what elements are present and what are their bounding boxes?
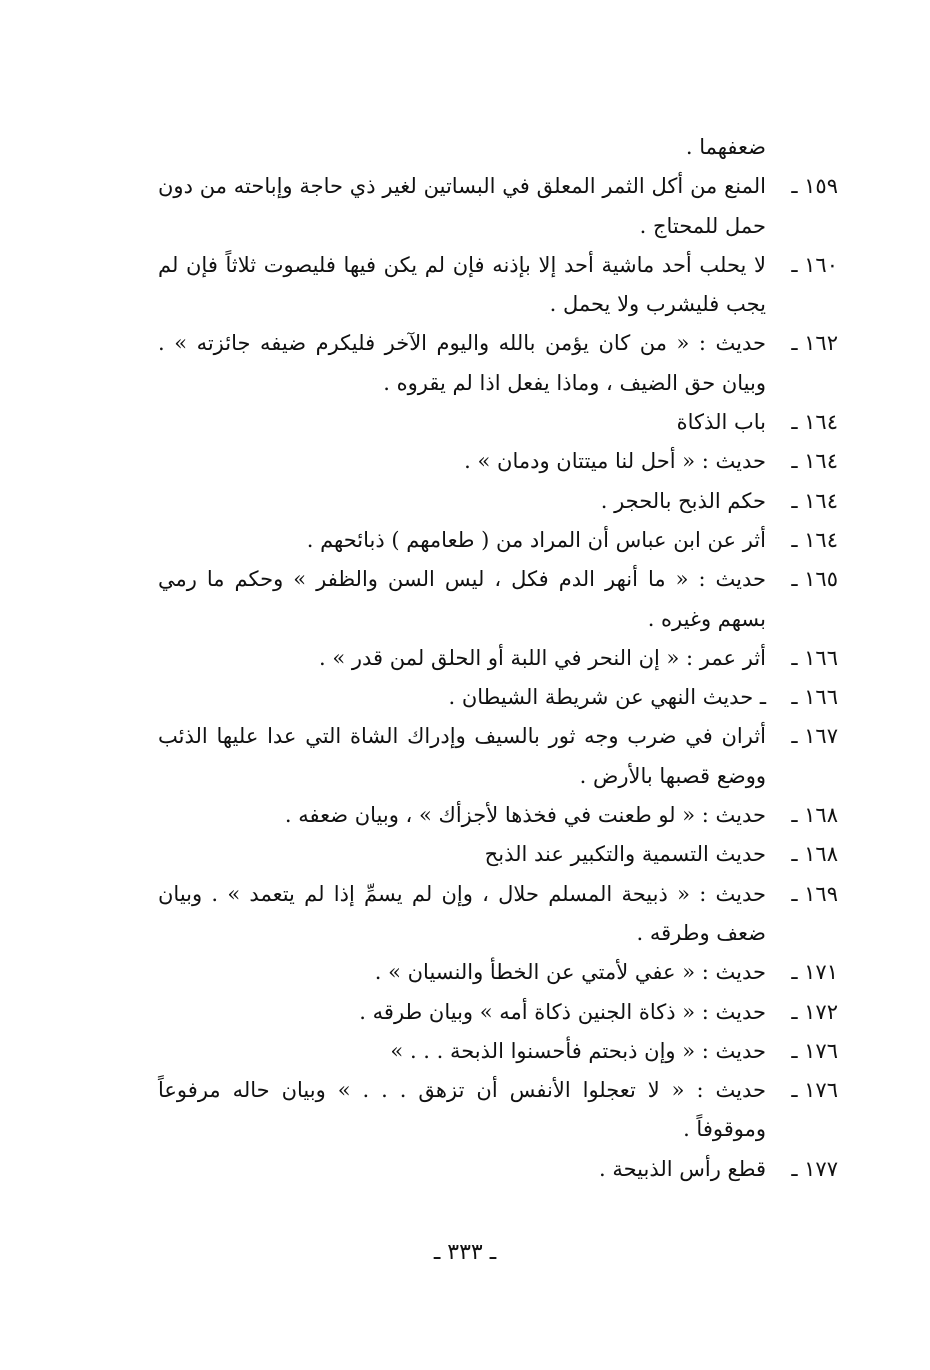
list-item: [158, 953, 838, 992]
entry-text: قطع رأس الذبيحة .: [598, 1156, 766, 1181]
entry-text: حديث : « ما أنهر الدم فكل ، ليس السن والظفر » وحكم ما رمي بسهم وغيره .: [158, 567, 766, 631]
list-item: [158, 1032, 838, 1071]
entry-number: ١٦٨ ـ: [791, 803, 838, 828]
list-item: [158, 128, 838, 167]
entry-text: حديث : « لا تعجلوا الأنفس أن تزهق . . . » وبيان حاله مرفوعاً وموقوفاً .: [158, 1078, 766, 1142]
entry-text: باب الذكاة: [676, 410, 766, 435]
entry-number: ١٦٥ ـ: [791, 567, 838, 592]
entry-number: ١٦٤ ـ: [791, 488, 838, 513]
list-item: [158, 521, 838, 560]
list-item: [158, 1150, 838, 1189]
list-item: [158, 560, 838, 639]
entry-text: حديث التسمية والتكبير عند الذبح: [484, 842, 766, 867]
list-item: [158, 717, 838, 796]
entry-number: ١٧١ ـ: [791, 960, 838, 985]
entry-text: حديث : « عفي لأمتي عن الخطأ والنسيان » .: [374, 960, 766, 985]
entry-text: أثران في ضرب وجه ثور بالسيف وإدراك الشاة التي عدا عليها الذئب ووضع قصبها بالأرض .: [158, 724, 766, 788]
list-item: [158, 835, 838, 874]
list-item: [158, 442, 838, 481]
entry-text: حديث : « وإن ذبحتم فأحسنوا الذبحة . . . »: [390, 1038, 766, 1063]
list-item: [158, 796, 838, 835]
entry-text: أثر عمر : « إن النحر في اللبة أو الحلق لمن قدر » .: [319, 645, 766, 670]
entry-text: ـ حديث النهي عن شريطة الشيطان .: [448, 685, 766, 710]
entry-number: ١٧٢ ـ: [791, 999, 838, 1024]
entry-text: حديث : « لو طعنت في فخذها لأجزأك » ، وبيان ضعفه .: [284, 803, 766, 828]
entry-number: ١٦٩ ـ: [791, 881, 838, 906]
list-item: [158, 324, 838, 403]
list-item: [158, 678, 838, 717]
entry-text: حديث : « أحل لنا ميتتان ودمان » .: [464, 449, 766, 474]
entry-text: حكم الذبح بالحجر .: [600, 488, 766, 513]
entry-number: ١٦٨ ـ: [791, 842, 838, 867]
entry-number: ١٦٤ ـ: [791, 449, 838, 474]
entry-number: ١٦٢ ـ: [791, 331, 838, 356]
entry-text: المنع من أكل الثمر المعلق في البساتين لغير ذي حاجة وإباحته من دون حمل للمحتاج .: [158, 174, 766, 238]
index-list: [158, 128, 838, 1189]
entry-text: حديث : « من كان يؤمن بالله واليوم الآخر فليكرم ضيفه جائزته » . وبيان حق الضيف ، وماذا يفعل اذا لم يقروه .: [158, 331, 766, 395]
entry-number: ١٦٤ ـ: [791, 527, 838, 552]
entry-number: ١٦٠ ـ: [791, 252, 838, 277]
page-number: ـ ٣٣٣ ـ: [433, 1240, 497, 1265]
list-item: [158, 167, 838, 246]
entry-number: ١٧٦ ـ: [791, 1078, 838, 1103]
entry-number: ١٧٦ ـ: [791, 1038, 838, 1063]
entry-number: ١٦٤ ـ: [791, 410, 838, 435]
list-item: [158, 639, 838, 678]
list-item: [158, 875, 838, 954]
list-item: [158, 403, 838, 442]
list-item: [158, 246, 838, 325]
list-item: [158, 1071, 838, 1150]
list-item: [158, 993, 838, 1032]
entry-text: ضعفهما .: [685, 135, 766, 159]
entry-text: أثر عن ابن عباس أن المراد من ( طعامهم ) ذبائحهم .: [306, 527, 766, 552]
entry-number: ١٦٦ ـ: [791, 685, 838, 710]
entry-text: حديث : « ذكاة الجنين ذكاة أمه » وبيان طرقه .: [359, 999, 766, 1024]
entry-text: حديث : « ذبيحة المسلم حلال ، وإن لم يسمِّ إذا لم يتعمد » . وبيان ضعف وطرقه .: [158, 881, 766, 945]
entry-number: ١٧٧ ـ: [791, 1156, 838, 1181]
list-item: [158, 482, 838, 521]
entry-number: ١٥٩ ـ: [791, 174, 838, 199]
entry-number: ١٦٧ ـ: [791, 724, 838, 749]
entry-number: ١٦٦ ـ: [791, 645, 838, 670]
entry-text: لا يحلب أحد ماشية أحد إلا بإذنه فإن لم يكن فيها فليصوت ثلاثاً فإن لم يجب فليشرب ولا يحمل .: [158, 252, 766, 317]
